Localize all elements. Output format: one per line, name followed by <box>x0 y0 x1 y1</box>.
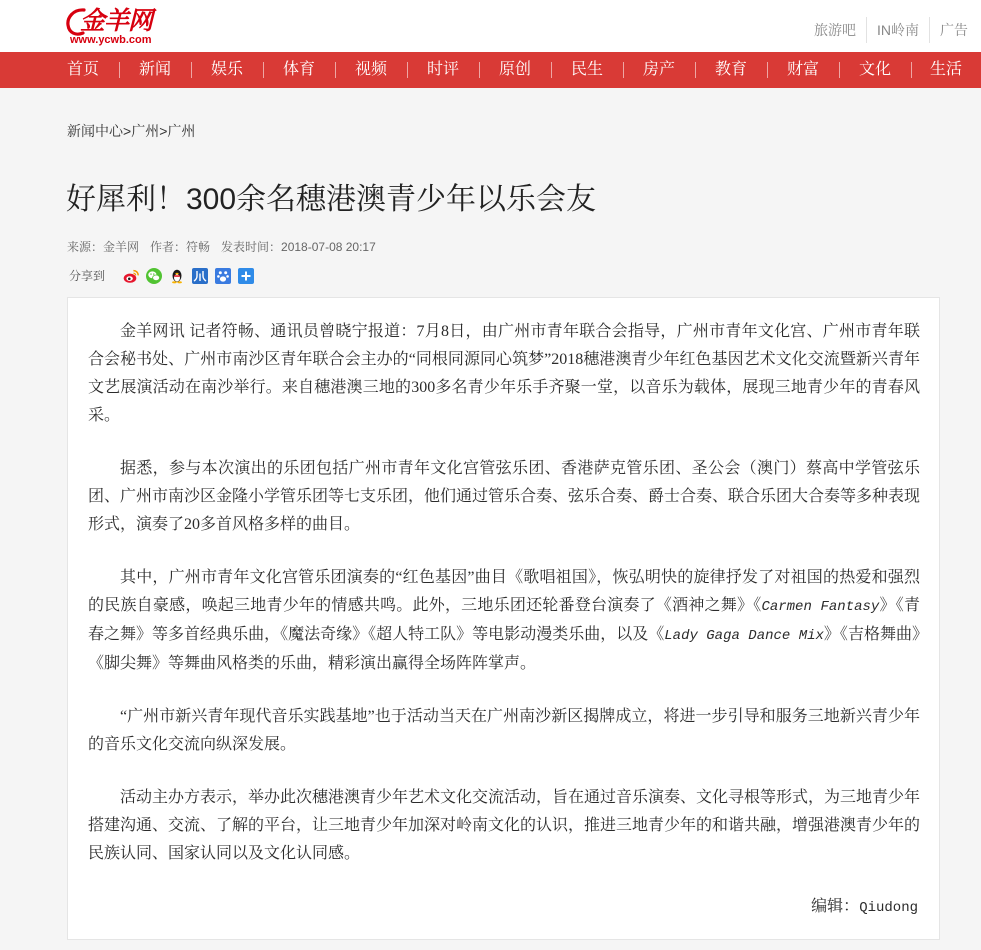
music-title-carmen-fantasy: Carmen Fantasy <box>761 599 880 615</box>
share-bar <box>69 266 261 286</box>
header-link-ads[interactable]: 广告 <box>929 17 978 43</box>
share-tieba-button[interactable] <box>215 268 231 284</box>
tieba-icon <box>215 268 231 284</box>
wechat-icon <box>146 268 162 284</box>
paragraph-text: 金羊网讯 记者符畅、通讯员曾晓宁报道：7月8日，由广州市青年联合会指导，广州市青年文化宫、广州市青年联合会秘书处、广州市南沙区青年联合会主办的“同根同源同心筑梦”2018穗港澳青少年红色基因艺术文化交流暨新兴青年文艺展演活动在南沙举行。来自穗港澳三地的300多名青少年乐手齐聚一堂，以音乐为载体，展现三地青少年的青春风采。 <box>88 323 920 424</box>
article-paragraph <box>88 455 920 539</box>
paragraph-text: 》《吉格舞曲》《脚尖舞》等舞曲风格类的乐曲，精彩演出赢得全场阵阵掌声。 <box>88 626 920 672</box>
article-paragraph <box>88 318 920 430</box>
nav-item-education[interactable]: 教育 <box>695 52 767 88</box>
article-paragraph <box>88 564 920 678</box>
paragraph-text: 活动主办方表示，举办此次穗港澳青少年艺术文化交流活动，旨在通过音乐演奏、文化寻根等形式，为三地青少年搭建沟通、交流、了解的平台，让三地青少年加深对岭南文化的认识，推进三地青少年的和谐共融，增强港澳青少年的民族认同、国家认同以及文化认同感。 <box>88 789 921 862</box>
header-link-travel[interactable]: 旅游吧 <box>814 22 856 38</box>
breadcrumb-link-guangzhou-sub[interactable]: 广州 <box>167 123 196 139</box>
article-title: 好犀利！300余名穗港澳青少年以乐会友 <box>66 183 597 216</box>
paragraph-text: “广州市新兴青年现代音乐实践基地”也于活动当天在广州南沙新区揭牌成立，将进一步引导和服务三地新兴青少年的音乐文化交流向纵深发展。 <box>88 708 920 753</box>
article-author: 作者：符畅 <box>150 240 211 254</box>
article-source: 来源：金羊网 <box>67 240 140 254</box>
nav-item-entertainment[interactable]: 娱乐 <box>191 52 263 88</box>
breadcrumb <box>67 120 195 142</box>
paragraph-text: 》《青春之舞》等多首经典乐曲，《魔法奇缘》《超人特工队》等电影动漫类乐曲，以及《 <box>88 597 920 643</box>
more-icon <box>238 268 254 284</box>
paragraph-text: 据悉，参与本次演出的乐团包括广州市青年文化宫管弦乐团、香港萨克管乐团、圣公会（澳门）蔡高中学管弦乐团、广州市南沙区金隆小学管乐团等七支乐团，他们通过管乐合奏、弦乐合奏、爵士合奏、联合乐团大合奏等多种表现形式，演奏了20多首风格多样的曲目。 <box>88 460 921 533</box>
share-qq-button[interactable] <box>169 268 185 284</box>
logo-domain: www.ycwb.com <box>70 34 152 46</box>
breadcrumb-separator: > <box>159 123 168 139</box>
share-more-button[interactable] <box>238 268 254 284</box>
breadcrumb-link-news-center[interactable]: 新闻中心 <box>67 123 123 139</box>
article-meta <box>67 237 387 257</box>
article-paragraph <box>88 784 920 868</box>
breadcrumb-link-guangzhou[interactable]: 广州 <box>131 123 160 139</box>
main-nav-list <box>47 52 981 88</box>
share-label: 分享到 <box>69 269 106 283</box>
nav-item-video[interactable]: 视频 <box>335 52 407 88</box>
renren-icon <box>192 268 208 284</box>
nav-item-original[interactable]: 原创 <box>479 52 551 88</box>
nav-item-livelihood[interactable]: 民生 <box>551 52 623 88</box>
site-logo[interactable] <box>66 5 160 45</box>
music-title-lady-gaga-dance-mix: Lady Gaga Dance Mix <box>664 628 824 644</box>
editor-label: 编辑： <box>811 898 860 915</box>
top-header <box>0 0 981 52</box>
paragraph-text: 其中，广州市青年文化宫管乐团演奏的“红色基因”曲目《歌唱祖国》，恢弘明快的旋律抒发了对祖国的热爱和强烈的民族自豪感，唤起三地青少年的情感共鸣。此外，三地乐团还轮番登台演奏了《酒神之舞》《 <box>88 569 920 614</box>
header-links <box>804 17 978 43</box>
nav-item-home[interactable]: 首页 <box>66 61 99 78</box>
nav-item-culture[interactable]: 文化 <box>839 52 911 88</box>
article-paragraph <box>88 703 920 759</box>
main-nav <box>0 52 981 88</box>
share-renren-button[interactable] <box>192 268 208 284</box>
share-wechat-button[interactable] <box>146 268 162 284</box>
header-link-in-lingnan[interactable]: IN岭南 <box>866 17 929 43</box>
qq-icon <box>169 268 185 284</box>
article-content <box>67 297 940 940</box>
article-published-time: 发表时间：2018-07-08 20:17 <box>221 240 376 254</box>
nav-item-news[interactable]: 新闻 <box>119 52 191 88</box>
article-editor <box>88 893 920 922</box>
nav-item-life[interactable]: 生活 <box>911 52 981 88</box>
editor-name: Qiudong <box>859 900 918 916</box>
nav-item-real-estate[interactable]: 房产 <box>623 52 695 88</box>
nav-item-commentary[interactable]: 时评 <box>407 52 479 88</box>
weibo-icon <box>123 268 139 284</box>
nav-item-finance[interactable]: 财富 <box>767 52 839 88</box>
breadcrumb-separator: > <box>123 123 132 139</box>
logo-text: 金羊网 <box>80 6 153 35</box>
share-weibo-button[interactable] <box>123 268 139 284</box>
nav-item-sports[interactable]: 体育 <box>263 52 335 88</box>
